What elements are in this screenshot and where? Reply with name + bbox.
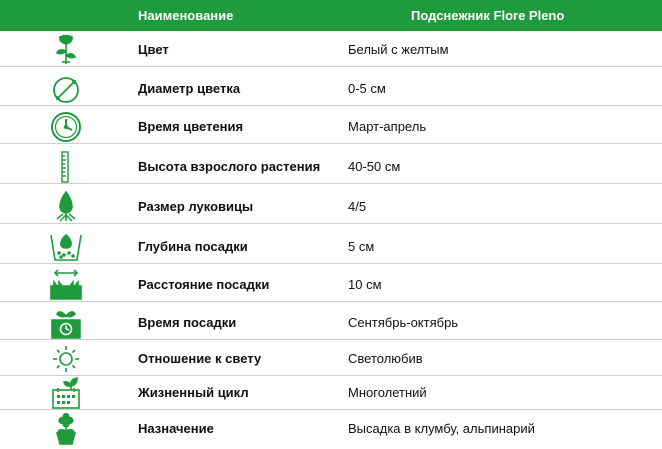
table-row	[0, 304, 662, 340]
row-label: Диаметр цветка	[138, 81, 241, 96]
rose-icon	[46, 34, 86, 66]
table-row	[0, 70, 662, 106]
row-label: Назначение	[138, 421, 214, 436]
row-label: Отношение к свету	[138, 351, 262, 366]
table-row	[0, 188, 662, 224]
row-value: 0-5 см	[348, 81, 386, 96]
row-value: 4/5	[348, 199, 367, 214]
table-row	[0, 410, 662, 446]
row-value: Многолетний	[348, 385, 427, 400]
planting-time-icon	[46, 307, 86, 339]
row-value: 10 см	[348, 277, 382, 292]
table-header	[0, 0, 662, 31]
table-row	[0, 228, 662, 264]
table-row	[0, 31, 662, 67]
table-row	[0, 340, 662, 376]
diameter-icon	[46, 73, 86, 105]
planting-distance-icon	[46, 269, 86, 301]
row-value: Белый с желтым	[348, 42, 449, 57]
row-value: Высадка в клумбу, альпинарий	[348, 421, 535, 436]
row-label: Время цветения	[138, 119, 244, 134]
flower-pot-icon	[46, 413, 86, 445]
header-name-column: Наименование	[138, 8, 234, 23]
table-row	[0, 266, 662, 302]
clock-icon	[46, 111, 86, 143]
row-label: Цвет	[138, 42, 169, 57]
table-row	[0, 108, 662, 144]
life-cycle-icon	[46, 377, 86, 409]
planting-depth-icon	[46, 231, 86, 263]
row-label: Высота взрослого растения	[138, 159, 321, 174]
bulb-icon	[46, 191, 86, 223]
row-label: Глубина посадки	[138, 239, 248, 254]
ruler-icon	[46, 151, 86, 183]
row-value: Светолюбив	[348, 351, 423, 366]
row-label: Размер луковицы	[138, 199, 254, 214]
header-product-column: Подснежник Flore Pleno	[411, 8, 565, 23]
row-value: 40-50 см	[348, 159, 401, 174]
row-label: Жизненный цикл	[138, 385, 249, 400]
table-row	[0, 148, 662, 184]
row-value: Сентябрь-октябрь	[348, 315, 459, 330]
row-label: Расстояние посадки	[138, 277, 270, 292]
sun-icon	[46, 343, 86, 375]
row-label: Время посадки	[138, 315, 237, 330]
row-value: 5 см	[348, 239, 375, 254]
row-value: Март-апрель	[348, 119, 427, 134]
table-row	[0, 374, 662, 410]
